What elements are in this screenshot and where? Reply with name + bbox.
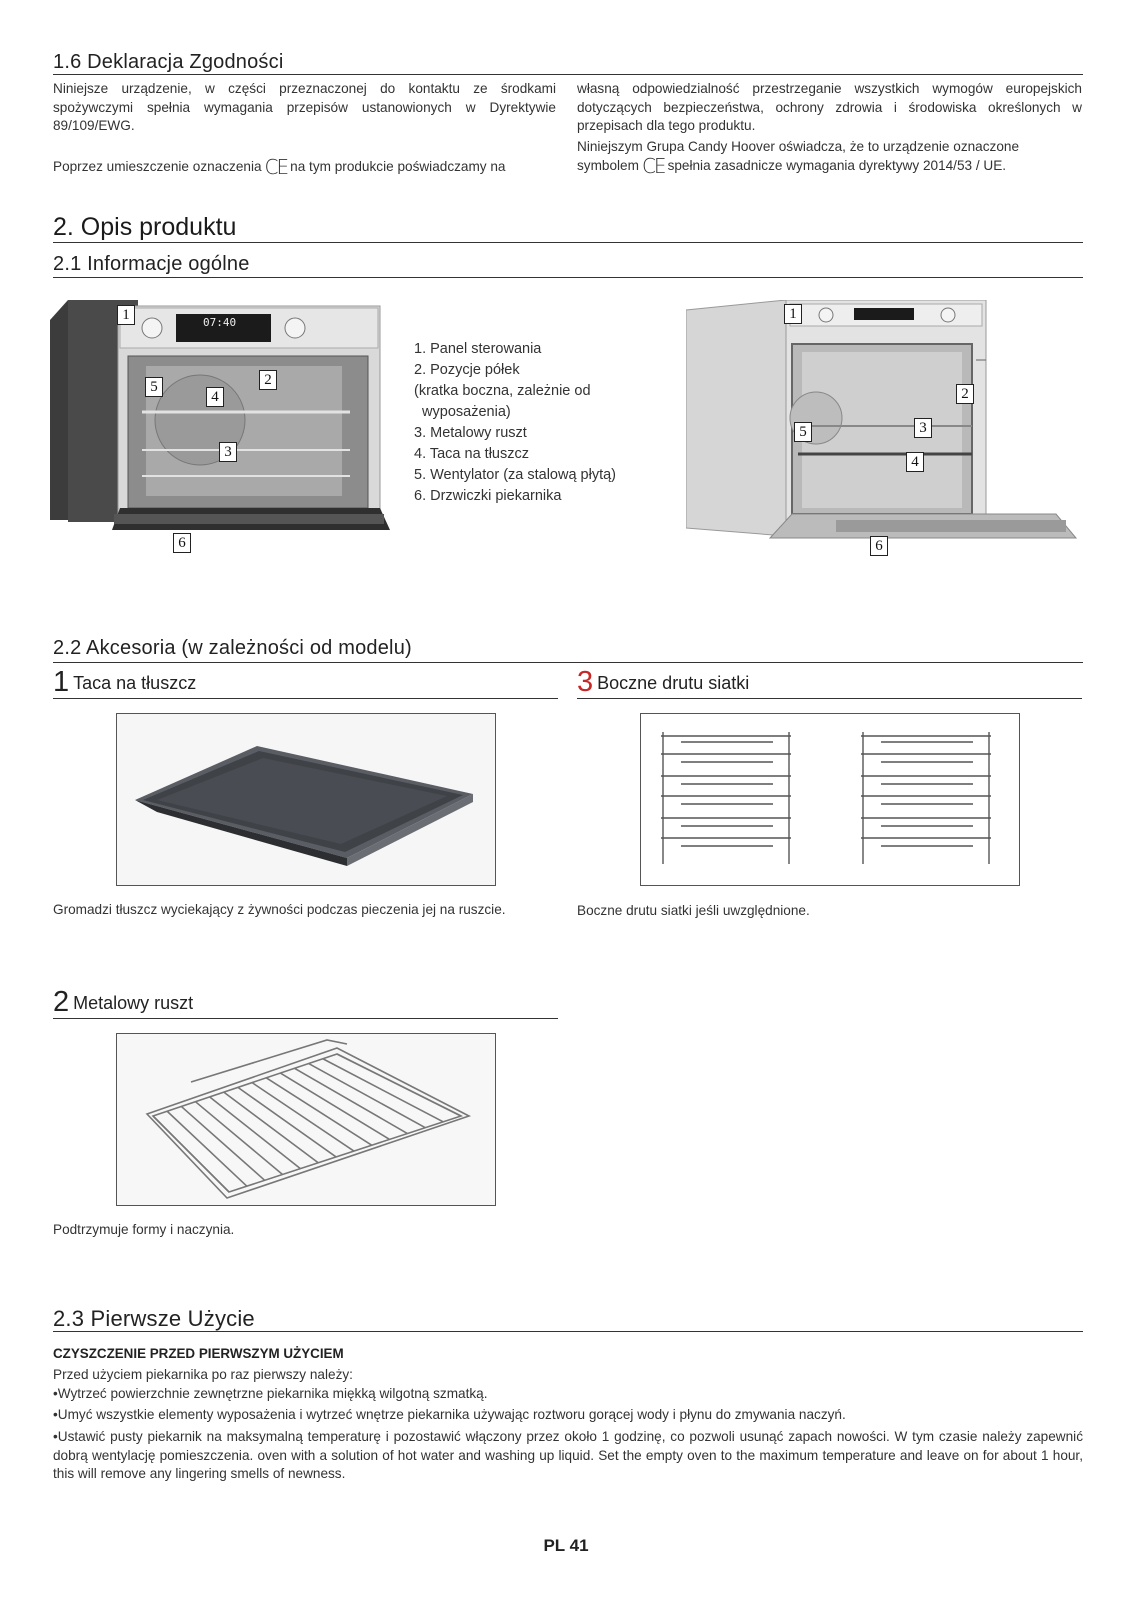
callout-5: 5	[794, 422, 812, 442]
ce-mark-icon: CE	[264, 155, 288, 179]
declaration-left-paragraph: Niniejsze urządzenie, w części przeznaczonej do kontaktu ze środkami spożywczymi spełnia wymagania przepisów ustanowionych w Dyrektywie 89/109/EWG.	[53, 81, 556, 134]
callout-3: 3	[219, 442, 237, 462]
first-use-bullet: •Umyć wszystkie elementy wyposażenia i wytrzeć wnętrze piekarnika używając roztworu gorącej wody i płynu do zmywania naczyń.	[53, 1407, 846, 1422]
legend-item: 6. Drzwiczki piekarnika	[414, 488, 562, 504]
oven-illustration-perspective	[686, 300, 1086, 560]
first-use-intro: Przed użyciem piekarnika po raz pierwszy należy:	[53, 1367, 353, 1382]
first-use-bullet: •Ustawić pusty piekarnik na maksymalną temperaturę i pozostawić włączony przez około 1 godzinę, co pozwoli usunąć zapach nowości. W tym czasie należy zapewnić dobrą wentylację pomieszczenia. oven with a solution of hot water and washing up liquid. Set the empty oven to the maximum temperature and leave on for about 1 hour, this will remove any lingering smells of newness.	[53, 1429, 1083, 1482]
heading-rule	[53, 74, 1083, 75]
declaration-text: na tym produkcie poświadczamy na	[290, 159, 506, 174]
declaration-right-candy: Niniejszym Grupa Candy Hoover oświadcza, że to urządzenie oznaczone	[577, 139, 1020, 154]
heading-rule	[53, 277, 1083, 278]
section-heading-2-3: 2.3 Pierwsze Użycie	[53, 1306, 255, 1331]
heading-rule	[577, 698, 1082, 699]
callout-2: 2	[259, 370, 277, 390]
accessory-title-rack	[53, 986, 193, 1019]
callout-1: 1	[117, 305, 135, 325]
legend-item: 1. Panel sterowania	[414, 341, 542, 357]
accessory-caption: Boczne drutu siatki jeśli uwzględnione.	[577, 903, 810, 918]
callout-3: 3	[914, 418, 932, 438]
metal-rack-image	[116, 1033, 496, 1206]
heading-rule	[53, 242, 1083, 243]
heading-rule	[53, 1018, 558, 1019]
declaration-left-ce-line	[53, 155, 563, 179]
section-heading-2: 2. Opis produktu	[53, 213, 237, 241]
heading-rule	[53, 698, 558, 699]
callout-4: 4	[906, 452, 924, 472]
heading-rule	[53, 662, 1083, 663]
legend-item: wyposażenia)	[414, 404, 511, 420]
callout-4: 4	[206, 387, 224, 407]
accessory-caption: Podtrzymuje formy i naczynia.	[53, 1222, 235, 1237]
callout-2: 2	[956, 384, 974, 404]
accessory-name: Taca na tłuszcz	[73, 673, 197, 693]
section-heading-2-1: 2.1 Informacje ogólne	[53, 253, 250, 275]
accessory-name: Boczne drutu siatki	[597, 673, 750, 693]
declaration-right-ce-line	[577, 154, 1082, 178]
callout-6: 6	[870, 536, 888, 556]
legend-item: (kratka boczna, zależnie od	[414, 383, 591, 399]
accessory-name: Metalowy ruszt	[73, 993, 194, 1013]
legend-item: 2. Pozycje półek	[414, 362, 520, 378]
oven-illustration-front	[50, 300, 395, 560]
declaration-text: symbolem	[577, 158, 639, 173]
subheading-cleaning: CZYSZCZENIE PRZED PIERWSZYM UŻYCIEM	[53, 1346, 344, 1361]
ce-mark-icon: CE	[641, 154, 665, 178]
legend-list	[414, 339, 616, 507]
accessory-title-side-racks	[577, 666, 749, 699]
legend-item: 5. Wentylator (za stalową płytą)	[414, 467, 617, 483]
accessory-caption: Gromadzi tłuszcz wyciekający z żywności podczas pieczenia jej na ruszcie.	[53, 902, 506, 917]
legend-item: 3. Metalowy ruszt	[414, 425, 527, 441]
tray-image	[116, 713, 496, 886]
legend-item: 4. Taca na tłuszcz	[414, 446, 529, 462]
accessory-title-tray	[53, 666, 196, 699]
accessory-number: 3	[577, 666, 594, 698]
first-use-bullet: •Wytrzeć powierzchnie zewnętrzne piekarnika miękką wilgotną szmatką.	[53, 1386, 488, 1401]
section-heading-2-2: 2.2 Akcesoria (w zależności od modelu)	[53, 637, 412, 659]
declaration-text: spełnia zasadnicze wymagania dyrektywy 2014/53 / UE.	[667, 158, 1007, 173]
declaration-text: Poprzez umieszczenie oznaczenia	[53, 159, 262, 174]
side-racks-image	[640, 713, 1020, 886]
heading-rule	[53, 1331, 1083, 1332]
accessory-number: 2	[53, 986, 70, 1018]
display-clock: 07:40	[203, 316, 237, 329]
declaration-right-paragraph: własną odpowiedzialność przestrzeganie wszystkich wymogów europejskich dotyczących bezpieczeństwa, ochrony zdrowia i środowiska określonych w przepisach dla tego produktu.	[577, 81, 1082, 134]
callout-5: 5	[145, 377, 163, 397]
accessory-number: 1	[53, 666, 70, 698]
page-number: PL 41	[543, 1536, 589, 1555]
callout-6: 6	[173, 533, 191, 553]
callout-1: 1	[784, 304, 802, 324]
section-heading-1-6: 1.6 Deklaracja Zgodności	[53, 51, 284, 73]
